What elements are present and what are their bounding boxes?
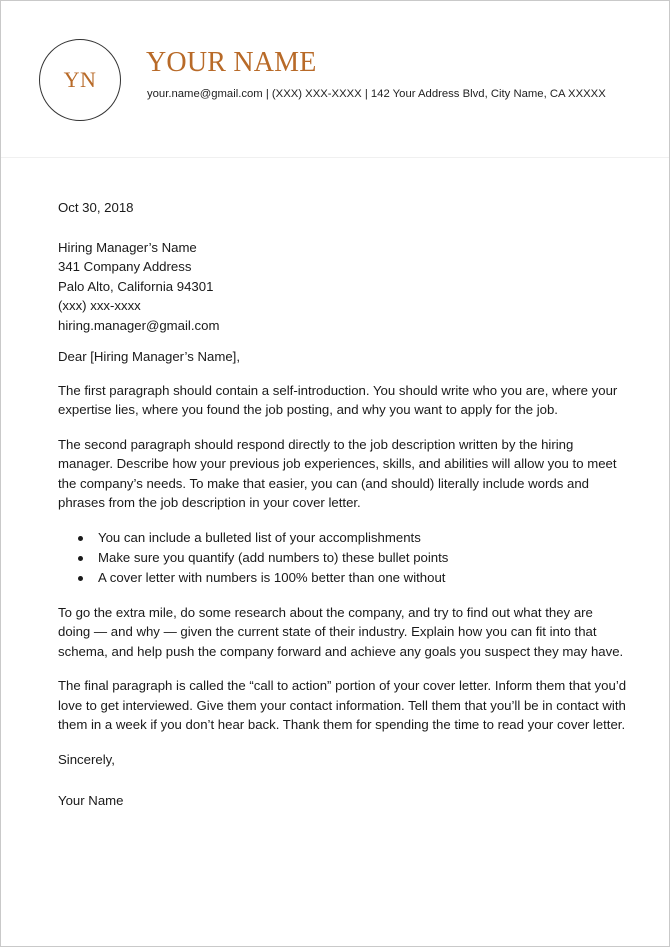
bullet-icon <box>78 556 83 561</box>
closing: Sincerely, <box>58 751 115 767</box>
bullet-icon <box>78 536 83 541</box>
list-item <box>98 528 628 548</box>
paragraph-intro: The first paragraph should contain a self-introduction. You should write who you are, where your expertise lies, where you found the job posting, and why you want to apply for the job. <box>58 382 618 418</box>
signature: Your Name <box>58 793 124 809</box>
recipient-address: 341 Company Address <box>58 259 192 275</box>
sender-contact-line: your.name@gmail.com | (XXX) XXX-XXXX | 142 Your Address Blvd, City Name, CA XXXXX <box>147 88 606 100</box>
letter-body <box>58 198 628 811</box>
paragraph-research: To go the extra mile, do some research about the company, and try to find out what they are doing — and why — given the current state of their industry. Explain how you can fit into that schema, and help push the company forward and achieve any goals you suspect they may have. <box>58 604 624 659</box>
paragraph-experience: The second paragraph should respond directly to the job description written by the hiring manager. Describe how your previous job experiences, skills, and abilities will allow you to meet the company’s needs. To make that easier, you can (and should) literally include words and phrases from the job description in your cover letter. <box>58 436 617 511</box>
bullet-text: You can include a bulleted list of your accomplishments <box>98 529 421 545</box>
bullet-text: Make sure you quantify (add numbers to) these bullet points <box>98 549 449 565</box>
bullet-text: A cover letter with numbers is 100% better than one without <box>98 569 446 585</box>
recipient-city: Palo Alto, California 94301 <box>58 278 214 294</box>
bullet-icon <box>78 576 83 581</box>
list-item <box>98 568 628 588</box>
recipient-block <box>58 238 628 336</box>
sender-name: YOUR NAME <box>146 47 317 78</box>
recipient-email: hiring.manager@gmail.com <box>58 317 220 333</box>
salutation: Dear [Hiring Manager’s Name], <box>58 349 241 365</box>
recipient-phone: (xxx) xxx-xxxx <box>58 298 141 314</box>
monogram-badge: YN <box>39 39 121 121</box>
recipient-name: Hiring Manager’s Name <box>58 239 197 255</box>
accomplishment-list <box>58 528 628 588</box>
list-item <box>98 548 628 568</box>
letter-header <box>1 1 669 158</box>
letter-date: Oct 30, 2018 <box>58 200 134 215</box>
paragraph-call-to-action: The final paragraph is called the “call to action” portion of your cover letter. Inform them that you’d love to get interviewed. Give them your contact information. Tell them that you’ll be in contact with them in a week if you don’t hear back. Thank them for spending the time to read your cover letter. <box>58 678 627 733</box>
